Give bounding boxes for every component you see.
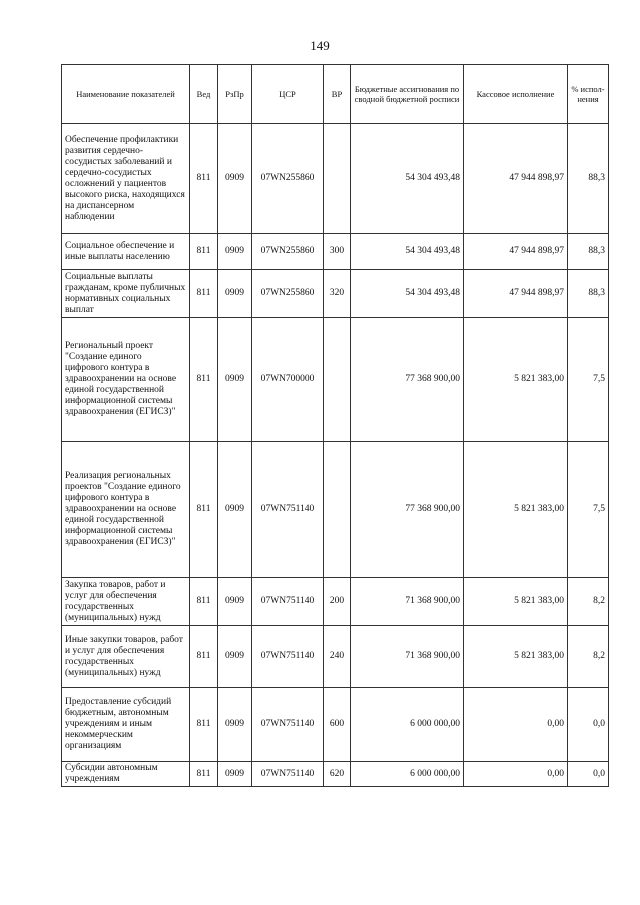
row-percent: 0,0 xyxy=(568,688,609,762)
row-cash: 47 944 898,97 xyxy=(464,270,568,318)
row-name: Региональный проект "Создание единого цифрового контура в здравоохранении на основе единой государственной информационной системы здравоохранения (ЕГИСЗ)" xyxy=(62,318,190,442)
header-cash: Кассовое исполнение xyxy=(464,65,568,124)
table-row xyxy=(62,688,609,762)
row-csr: 07WN255860 xyxy=(252,270,324,318)
table-row xyxy=(62,124,609,234)
header-rzpr: РзПр xyxy=(218,65,252,124)
row-percent: 0,0 xyxy=(568,762,609,787)
row-rzpr: 0909 xyxy=(218,626,252,688)
row-cash: 0,00 xyxy=(464,688,568,762)
row-ved: 811 xyxy=(190,270,218,318)
row-cash: 5 821 383,00 xyxy=(464,318,568,442)
row-cash: 47 944 898,97 xyxy=(464,234,568,270)
row-vr: 620 xyxy=(324,762,351,787)
row-csr: 07WN751140 xyxy=(252,762,324,787)
row-cash: 5 821 383,00 xyxy=(464,626,568,688)
row-rzpr: 0909 xyxy=(218,318,252,442)
table-row xyxy=(62,318,609,442)
header-budget: Бюджетные ассигнования по сводной бюджетной росписи xyxy=(351,65,464,124)
row-vr: 600 xyxy=(324,688,351,762)
row-csr: 07WN751140 xyxy=(252,578,324,626)
row-percent: 88,3 xyxy=(568,124,609,234)
row-budget: 77 368 900,00 xyxy=(351,318,464,442)
row-vr xyxy=(324,124,351,234)
header-ved: Вед xyxy=(190,65,218,124)
row-percent: 7,5 xyxy=(568,442,609,578)
row-cash: 0,00 xyxy=(464,762,568,787)
row-rzpr: 0909 xyxy=(218,234,252,270)
row-ved: 811 xyxy=(190,578,218,626)
row-percent: 8,2 xyxy=(568,578,609,626)
header-percent: % испол- нения xyxy=(568,65,609,124)
row-rzpr: 0909 xyxy=(218,688,252,762)
row-csr: 07WN751140 xyxy=(252,442,324,578)
header-vr: ВР xyxy=(324,65,351,124)
row-name: Субсидии автономным учреждениям xyxy=(62,762,190,787)
row-name: Закупка товаров, работ и услуг для обеспечения государственных (муниципальных) нужд xyxy=(62,578,190,626)
row-rzpr: 0909 xyxy=(218,270,252,318)
row-cash: 47 944 898,97 xyxy=(464,124,568,234)
row-budget: 54 304 493,48 xyxy=(351,234,464,270)
row-ved: 811 xyxy=(190,442,218,578)
row-csr: 07WN255860 xyxy=(252,124,324,234)
row-vr: 300 xyxy=(324,234,351,270)
row-vr xyxy=(324,318,351,442)
budget-execution-table xyxy=(61,64,609,787)
row-budget: 77 368 900,00 xyxy=(351,442,464,578)
row-name: Обеспечение профилактики развития сердечно-сосудистых заболеваний и сердечно-сосудистых осложнений у пациентов высокого риска, находящихся на диспансерном наблюдении xyxy=(62,124,190,234)
table-row xyxy=(62,442,609,578)
row-cash: 5 821 383,00 xyxy=(464,578,568,626)
row-name: Социальные выплаты гражданам, кроме публичных нормативных социальных выплат xyxy=(62,270,190,318)
row-name: Социальное обеспечение и иные выплаты населению xyxy=(62,234,190,270)
row-percent: 88,3 xyxy=(568,234,609,270)
row-percent: 8,2 xyxy=(568,626,609,688)
row-vr: 200 xyxy=(324,578,351,626)
row-csr: 07WN700000 xyxy=(252,318,324,442)
row-ved: 811 xyxy=(190,234,218,270)
row-vr xyxy=(324,442,351,578)
row-cash: 5 821 383,00 xyxy=(464,442,568,578)
row-budget: 71 368 900,00 xyxy=(351,578,464,626)
row-budget: 54 304 493,48 xyxy=(351,270,464,318)
header-name: Наименование показателей xyxy=(62,65,190,124)
row-ved: 811 xyxy=(190,318,218,442)
row-rzpr: 0909 xyxy=(218,762,252,787)
row-budget: 6 000 000,00 xyxy=(351,762,464,787)
row-budget: 6 000 000,00 xyxy=(351,688,464,762)
row-csr: 07WN751140 xyxy=(252,688,324,762)
page-number: 149 xyxy=(310,38,330,53)
row-percent: 7,5 xyxy=(568,318,609,442)
row-ved: 811 xyxy=(190,124,218,234)
row-csr: 07WN255860 xyxy=(252,234,324,270)
row-rzpr: 0909 xyxy=(218,578,252,626)
table-row xyxy=(62,626,609,688)
row-name: Реализация региональных проектов "Создание единого цифрового контура в здравоохранении на основе единой государственной информационной системы здравоохранения (ЕГИСЗ)" xyxy=(62,442,190,578)
row-rzpr: 0909 xyxy=(218,442,252,578)
row-name: Предоставление субсидий бюджетным, автономным учреждениям и иным некоммерческим организациям xyxy=(62,688,190,762)
row-name: Иные закупки товаров, работ и услуг для обеспечения государственных (муниципальных) нужд xyxy=(62,626,190,688)
table-row xyxy=(62,578,609,626)
row-percent: 88,3 xyxy=(568,270,609,318)
row-ved: 811 xyxy=(190,688,218,762)
row-budget: 71 368 900,00 xyxy=(351,626,464,688)
table-row xyxy=(62,270,609,318)
table-row xyxy=(62,762,609,787)
row-ved: 811 xyxy=(190,626,218,688)
row-vr: 240 xyxy=(324,626,351,688)
table-row xyxy=(62,234,609,270)
row-budget: 54 304 493,48 xyxy=(351,124,464,234)
row-vr: 320 xyxy=(324,270,351,318)
row-csr: 07WN751140 xyxy=(252,626,324,688)
row-rzpr: 0909 xyxy=(218,124,252,234)
table-header-row xyxy=(62,65,609,124)
row-ved: 811 xyxy=(190,762,218,787)
header-csr: ЦСР xyxy=(252,65,324,124)
